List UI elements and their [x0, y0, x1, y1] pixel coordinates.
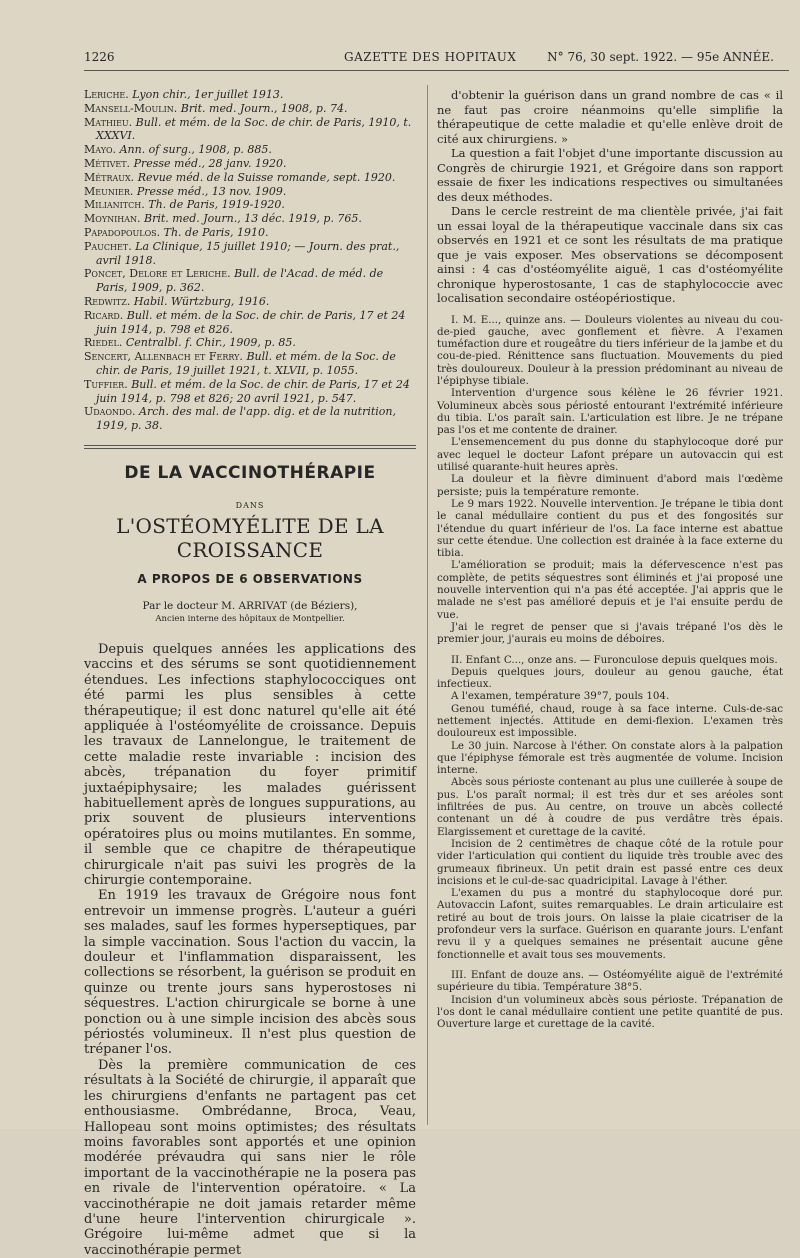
article-body-right: [437, 88, 783, 1030]
reference-item: [84, 185, 416, 199]
reference-source: Presse méd., 28 janv. 1920.: [133, 156, 287, 170]
reference-item: [84, 226, 416, 240]
reference-author: Meunier.: [84, 184, 134, 198]
reference-author: Pauchet.: [84, 239, 132, 253]
case-paragraph: I. M. E..., quinze ans. — Douleurs violentes au niveau du cou-de-pied gauche, avec gonflement et fièvre. A l'examen tuméfaction dure et rougeâtre du tiers inférieur de la jambe et du cou-de-pied. Rénittence sans fluctuation. Mouvements du pied très douloureux. Douleur à la pression prédominant au niveau de l'épiphyse tibiale.: [437, 313, 783, 387]
reference-item: [84, 171, 416, 185]
reference-source: Bull. et mém. de la Soc. de chir. de Paris, 1910, t. XXXVI.: [96, 115, 412, 143]
reference-author: Métraux.: [84, 170, 135, 184]
reference-author: Métivet.: [84, 156, 131, 170]
case-paragraph: L'examen du pus a montré du staphylocoque doré pur. Autovaccin Lafont, suites remarquables. Le drain articulaire est retiré au bout de trois jours. On laisse la plaie cicatriser de la profondeur vers la surface. Guérison en quarante jours. L'enfant revu il y a quelques semaines ne présentait aucune gêne fonctionnelle et avait tous ses mouvements.: [437, 887, 783, 961]
reference-author: Poncet, Delore et Leriche.: [84, 267, 231, 281]
reference-source: Centralbl. f. Chir., 1909, p. 85.: [125, 336, 296, 350]
reference-item: [84, 350, 416, 378]
reference-author: Mayo.: [84, 143, 117, 157]
reference-item: [84, 102, 416, 116]
paragraph: En 1919 les travaux de Grégoire nous font entrevoir un immense progrès. L'auteur a guéri ses malades, sauf les formes hyperseptiques, par la simple vaccination. Sous l'action du vaccin, la douleur et l'inflammation disparaissent, les collections se résorbent, la guérison se produit en quinze ou trente jours sans hyperostoses ni séquestres. L'action chirurgicale se borne à une ponction ou à une simple incision des abcès sous périostés volumineux. Il n'est plus question de trépaner l'os.: [84, 888, 416, 1058]
case-paragraph: L'amélioration se produit; mais la défervescence n'est pas complète, de petits séquestres sont éliminés et j'ai proposé une nouvelle intervention qui n'a pas été acceptée. J'ai appris que le malade ne s'est pas amélioré depuis et je l'ai ensuite perdu de vue.: [437, 559, 783, 621]
case-paragraph: Le 30 juin. Narcose à l'éther. On constate alors à la palpation que l'épiphyse fémorale est très augmentée de volume. Incision interne.: [437, 739, 783, 777]
reference-source: Th. de Paris, 1910.: [163, 225, 269, 239]
case-paragraph: L'ensemencement du pus donne du staphylocoque doré pur avec lequel le docteur Lafont prépare un autovaccin qui est utilisé quarante-huit heures après.: [437, 436, 783, 474]
reference-source: Revue méd. de la Suisse romande, sept. 1920.: [137, 170, 396, 184]
reference-source: Ann. of surg., 1908, p. 885.: [119, 143, 272, 157]
column-divider: [427, 85, 428, 1125]
case-paragraph: Incision de 2 centimètres de chaque côté de la rotule pour vider l'articulation qui contient du liquide très trouble avec des grumeaux fibrineux. Un petit drain est passé entre ces deux incisions et le cul-de-sac quadricipital. Lavage à l'éther.: [437, 837, 783, 887]
reference-item: [84, 267, 416, 295]
page-header: [84, 50, 784, 66]
reference-source: Th. de Paris, 1919-1920.: [148, 198, 285, 212]
case-paragraph: La douleur et la fièvre diminuent d'abord mais l'œdème persiste; puis la température remonte.: [437, 473, 783, 498]
paragraph: d'obtenir la guérison dans un grand nombre de cas « il ne faut pas croire néanmoins qu'elle simplifie la thérapeutique de cette maladie et qu'elle enlève droit de cité aux chirurgiens. »: [437, 88, 783, 146]
reference-author: Ricard.: [84, 308, 124, 322]
case-paragraph: A l'examen, température 39°7, pouls 104.: [451, 690, 670, 703]
paragraph: Dès la première communication de ces résultats à la Société de chirurgie, il apparaît que les chirurgiens d'enfants ne partagent pas cet enthousiasme. Ombrédanne, Broca, Veau, Hallopeau sont moins optimistes; des résultats moins favorables sont apportés et une opinion modérée prévaudra qui sans nier le rôle important de la vaccinothérapie ne la posera pas en rivale de l'intervention opératoire. « La vaccinothérapie ne doit jamais retarder même d'une heure l'intervention chirurgicale ». Grégoire lui-même admet que si la vaccinothérapie permet: [84, 1057, 416, 1258]
article-title-main: L'OSTÉOMYÉLITE DE LA CROISSANCE: [116, 513, 384, 562]
reference-author: Mansell-Moulin.: [84, 101, 178, 115]
reference-author: Milianitch.: [84, 198, 145, 212]
case-2: [437, 654, 783, 961]
reference-item: [84, 212, 416, 226]
article-title: DE LA VACCINOTHÉRAPIE: [124, 462, 376, 483]
article-body-left: [84, 642, 416, 1258]
header-rule: [84, 70, 789, 71]
right-column: [437, 88, 783, 1128]
reference-author: Sencert, Allenbach et Ferry.: [84, 350, 243, 364]
case-paragraph: Intervention d'urgence sous kélène le 26 février 1921. Volumineux abcès sous périosté entourant l'extrémité inférieure du tibia. L'os paraît sain. L'articulation est libre. Je ne trépane pas l'os et me contente de drainer.: [437, 387, 783, 437]
reference-source: Bull. de l'Acad. de méd. de Paris, 1909, p. 362.: [96, 267, 384, 295]
reference-item: [84, 378, 416, 406]
reference-author: Tuffier.: [84, 377, 128, 391]
reference-author: Mathieu.: [84, 115, 133, 129]
reference-item: [84, 143, 416, 157]
case-paragraph: II. Enfant C..., onze ans. — Furonculose depuis quelques mois.: [451, 653, 778, 666]
case-paragraph: Abcès sous périoste contenant au plus une cuillerée à soupe de pus. L'os paraît normal; il est très dur et ses aréoles sont infiltrées de pus. Au centre, on trouve un abcès collecté contenant un dé à coudre de pus verdâtre très épais. Elargissement et curettage de la cavité.: [437, 776, 783, 838]
section-divider: [84, 445, 416, 449]
author-byline: Par le docteur M. ARRIVAT (de Béziers),: [142, 599, 358, 612]
reference-source: Bull. et mém. de la Soc. de chir. de Paris, 19 juillet 1921, t. XLVII, p. 1055.: [96, 350, 396, 377]
reference-item: [84, 405, 416, 433]
reference-source: La Clinique, 15 juillet 1910; — Journ. des prat., avril 1918.: [96, 239, 400, 267]
reference-author: Leriche.: [84, 88, 129, 101]
paragraph: La question a fait l'objet d'une importante discussion au Congrès de chirurgie 1921, et Grégoire dans son rapport essaie de fixer les indications respectives ou simultanées des deux méthodes.: [437, 146, 783, 204]
case-paragraph: J'ai le regret de penser que si j'avais trépané l'os dès le premier jour, j'aurais eu moins de déboires.: [437, 620, 783, 646]
reference-item: [84, 309, 416, 337]
reference-item: [84, 336, 416, 350]
page-number: 1226: [84, 50, 115, 64]
reference-source: Presse méd., 13 nov. 1909.: [136, 184, 287, 198]
reference-item: [84, 240, 416, 268]
reference-source: Brit. med. Journ., 13 déc. 1919, p. 765.: [144, 212, 362, 226]
reference-list: [84, 88, 416, 433]
reference-source: Lyon chir., 1er juillet 1913.: [132, 88, 284, 101]
reference-author: Redwitz.: [84, 294, 131, 308]
case-3: [437, 969, 783, 1030]
reference-item: [84, 88, 416, 102]
case-1: [437, 314, 783, 646]
left-column: [84, 88, 416, 1258]
case-paragraph: Incision d'un volumineux abcès sous périoste. Trépanation de l'os dont le canal médullaire contient une petite quantité de pus. Ouverture large et curettage de la cavité.: [437, 993, 783, 1031]
case-paragraph: Depuis quelques jours, douleur au genou gauche, état infectieux.: [437, 665, 783, 691]
reference-author: Papadopoulos.: [84, 225, 161, 239]
reference-item: [84, 198, 416, 212]
paragraph: Depuis quelques années les applications des vaccins et des sérums se sont quotidiennement étendues. Les infections staphylococciques ont été parmi les plus sensibles à cette thérapeutique; il est donc naturel qu'elle ait été appliquée à l'ostéomyélite de croissance. Depuis les travaux de Lannelongue, le traitement de cette maladie reste invariable : incision des abcès, trépanation du foyer primitif juxtaépiphysaire; les malades guérissent habituellement après de longues suppurations, au prix souvent de plusieurs interventions opératoires plus ou moins mutilantes. En somme, il semble que ce chapitre de thérapeutique chirurgicale n'ait pas suivi les progrès de la chirurgie contemporaine.: [84, 641, 416, 889]
reference-source: Arch. des mal. de l'app. dig. et de la nutrition, 1919, p. 38.: [96, 405, 397, 433]
author-affiliation: Ancien interne des hôpitaux de Montpellier.: [155, 613, 345, 624]
issue-info: N° 76, 30 sept. 1922. — 95e ANNÉE.: [547, 50, 774, 64]
reference-item: [84, 116, 416, 144]
reference-source: Bull. et mém. de la Soc. de chir. de Paris, 17 et 24 juin 1914, p. 798 et 826.: [96, 308, 406, 336]
journal-title: GAZETTE DES HOPITAUX: [344, 50, 517, 64]
reference-author: Udaondo.: [84, 405, 136, 419]
reference-source: Bull. et mém. de la Soc. de chir. de Paris, 17 et 24 juin 1914, p. 798 et 826; 20 avril 1921, p. 547.: [96, 377, 410, 405]
reference-source: Habil. Würtzburg, 1916.: [133, 294, 270, 308]
case-paragraph: Genou tuméfié, chaud, rouge à sa face interne. Culs-de-sac nettement injectés. Attitude en demi-flexion. L'examen très douloureux est impossible.: [437, 702, 783, 740]
reference-author: Riedel.: [84, 336, 123, 350]
reference-item: [84, 157, 416, 171]
article-subtitle: A PROPOS DE 6 OBSERVATIONS: [137, 571, 363, 586]
paragraph: Dans le cercle restreint de ma clientèle privée, j'ai fait un essai loyal de la thérapeutique vaccinale dans six cas observés en 1921 et ce sont les résultats de ma pratique que je vais exposer. Mes observations se décomposent ainsi : 4 cas d'ostéomyélite aiguë, 1 cas d'ostéomyélite chronique hyperostosante, 1 cas de staphylococcie avec localisation secondaire ostéopériostique.: [437, 204, 783, 305]
reference-item: [84, 295, 416, 309]
reference-source: Brit. med. Journ., 1908, p. 74.: [180, 101, 348, 115]
title-connector: DANS: [235, 500, 265, 510]
case-paragraph: III. Enfant de douze ans. — Ostéomyélite aiguë de l'extrémité supérieure du tibia. Température 38°5.: [437, 968, 783, 994]
reference-author: Moynihan.: [84, 212, 141, 226]
case-paragraph: Le 9 mars 1922. Nouvelle intervention. Je trépane le tibia dont le canal médullaire contient du pus et des fongosités sur l'étendue du quart inférieur de l'os. La face interne est abattue sur cette étendue. Une collection est drainée à la face externe du tibia.: [437, 497, 783, 560]
